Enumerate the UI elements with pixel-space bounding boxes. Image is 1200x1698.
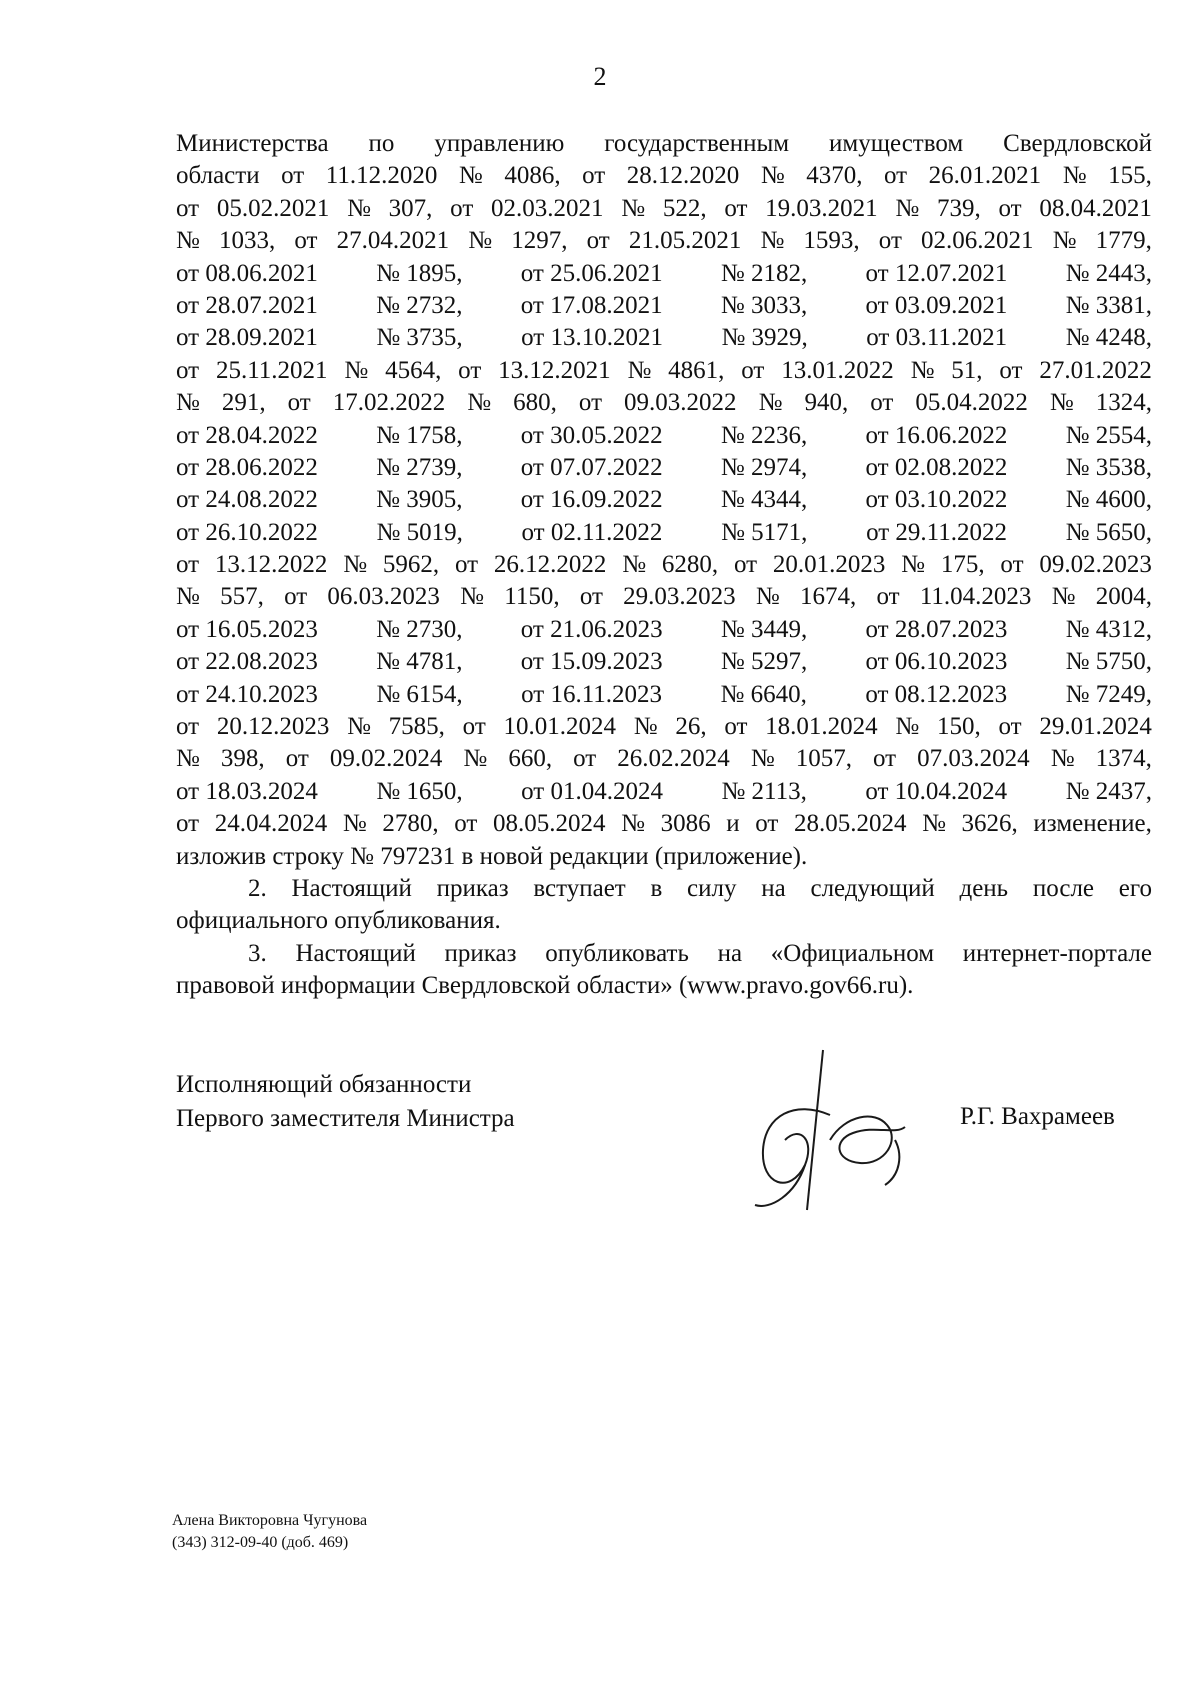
text-token: №	[463, 745, 488, 773]
text-token: от	[281, 162, 305, 190]
text-token: 3.	[248, 939, 267, 967]
text-token: и	[726, 810, 740, 838]
text-token: № 3449,	[720, 615, 808, 643]
text-token: от 02.11.2022	[521, 518, 663, 546]
text-line	[176, 160, 1152, 192]
text-token: в	[650, 874, 663, 902]
text-line: правовой информации Свердловской области» (www.pravo.gov66.ru).	[176, 972, 914, 1000]
text-token: 1324,	[1095, 389, 1152, 417]
text-token: от 28.06.2022	[176, 453, 318, 481]
text-token: 940,	[804, 389, 849, 417]
contact-name: Алена Викторовна Чугунова	[172, 1512, 368, 1529]
text-token: от 16.06.2022	[865, 421, 1008, 449]
text-line	[176, 128, 1152, 160]
text-token: № 3538,	[1065, 453, 1152, 481]
text-token: №	[895, 194, 920, 222]
text-token: 680,	[513, 389, 557, 417]
text-token: № 2730,	[376, 615, 463, 643]
text-token: №	[344, 356, 369, 384]
text-token: от	[454, 810, 478, 838]
text-token: от	[884, 162, 908, 190]
text-token: №	[621, 194, 646, 222]
text-token: 06.03.2023	[327, 583, 440, 611]
text-token: от	[724, 713, 748, 741]
text-token: от 03.10.2022	[865, 486, 1008, 514]
text-token: от	[287, 389, 311, 417]
text-token: от 13.10.2021	[521, 324, 663, 352]
text-token: №	[1051, 583, 1076, 611]
text-token: от 12.07.2021	[865, 259, 1008, 287]
text-token: 175,	[940, 551, 985, 579]
text-token: Настоящий	[295, 939, 416, 967]
text-token: от 02.08.2022	[865, 453, 1008, 481]
text-token: 17.02.2022	[332, 389, 446, 417]
text-line	[176, 679, 1152, 711]
text-token: день	[959, 874, 1009, 902]
text-token: от 03.09.2021	[865, 291, 1008, 319]
text-token: от 28.07.2023	[865, 615, 1008, 643]
text-token: №	[633, 713, 658, 741]
text-token: 2780,	[382, 810, 439, 838]
text-token: от	[999, 356, 1023, 384]
text-token: 08.04.2021	[1039, 194, 1152, 222]
text-token: 08.05.2024	[492, 810, 606, 838]
contact-phone: (343) 312-09-40 (доб. 469)	[172, 1534, 349, 1551]
text-line	[176, 355, 1152, 387]
text-token: от 08.06.2021	[176, 259, 318, 287]
text-line	[176, 581, 1152, 613]
text-token: № 1758,	[376, 421, 463, 449]
text-token: его	[1118, 874, 1152, 902]
text-token: от 07.07.2022	[520, 453, 663, 481]
text-token: следующий	[810, 874, 935, 902]
text-line	[176, 387, 1152, 419]
text-token: 29.03.2023	[623, 583, 736, 611]
text-token: Министерства	[176, 130, 329, 157]
text-token: Настоящий	[291, 874, 412, 902]
text-token: «Официальном	[770, 939, 935, 967]
text-token: 26.12.2022	[493, 551, 607, 579]
text-token: 7585,	[388, 713, 445, 741]
text-token: 28.05.2024	[793, 810, 907, 838]
text-line	[176, 322, 1152, 354]
text-token: от	[285, 745, 309, 773]
text-token: от	[176, 356, 200, 384]
text-line	[176, 549, 1152, 581]
text-token: №	[922, 810, 946, 838]
text-token: № 7249,	[1065, 680, 1152, 708]
text-token: 4564,	[385, 356, 442, 384]
text-token: 557,	[220, 583, 264, 611]
text-token: №	[755, 583, 780, 611]
text-token: №	[468, 227, 493, 255]
text-token: 09.03.2022	[624, 389, 737, 417]
text-token: № 2113,	[721, 777, 807, 805]
text-token: 1779,	[1095, 227, 1152, 255]
text-token: №	[347, 713, 371, 741]
text-token: № 2437,	[1065, 777, 1152, 805]
text-token: от	[176, 551, 200, 579]
text-token: 4861,	[668, 356, 725, 384]
text-token: № 4781,	[376, 648, 463, 676]
text-token: 11.04.2023	[919, 583, 1032, 611]
text-token: Свердловской	[1003, 130, 1152, 157]
text-token: от	[733, 551, 758, 579]
text-token: от	[878, 227, 902, 255]
text-token: №	[176, 389, 200, 417]
text-token: 20.12.2023	[216, 713, 330, 741]
text-token: 1374,	[1095, 745, 1152, 773]
text-token: от 25.06.2021	[520, 259, 663, 287]
text-token: № 4312,	[1065, 615, 1152, 643]
text-token: №	[458, 162, 483, 190]
text-token: от 17.08.2021	[520, 291, 663, 319]
text-token: 1150,	[504, 583, 560, 611]
text-token: на	[717, 939, 743, 967]
text-token: от 26.10.2022	[176, 518, 318, 546]
text-token: от	[873, 745, 897, 773]
text-token: 29.01.2024	[1039, 713, 1152, 741]
paragraph-2	[176, 873, 1152, 905]
text-token: 1593,	[803, 227, 860, 255]
position-line: Первого заместителя Министра	[176, 1105, 515, 1132]
text-token: 155,	[1108, 162, 1152, 190]
text-token: от 30.05.2022	[520, 421, 663, 449]
text-token: от	[741, 356, 765, 384]
order-text	[176, 128, 1152, 1003]
text-token: 27.04.2021	[336, 227, 450, 255]
text-token: 09.02.2023	[1039, 551, 1152, 579]
text-token: 3626,	[961, 810, 1018, 838]
text-token: приказ	[444, 939, 517, 967]
text-line	[176, 484, 1152, 516]
text-token: имуществом	[829, 130, 964, 157]
text-token: №	[467, 389, 492, 417]
text-token: №	[910, 356, 935, 384]
text-token: 1297,	[511, 227, 568, 255]
text-token: №	[758, 389, 783, 417]
text-line	[176, 646, 1152, 678]
text-token: от 06.10.2023	[865, 648, 1008, 676]
text-line	[176, 711, 1152, 743]
text-token: 2.	[248, 874, 267, 902]
text-token: 660,	[508, 745, 553, 773]
text-token: управлению	[434, 130, 565, 157]
text-token: от 15.09.2023	[520, 648, 663, 676]
text-token: силу	[687, 874, 737, 902]
text-token: 26.02.2024	[617, 745, 730, 773]
text-token: 11.12.2020	[325, 162, 438, 190]
text-token: № 4344,	[720, 486, 808, 514]
signer-name: Р.Г. Вахрамеев	[960, 1103, 1115, 1130]
text-line	[176, 873, 1152, 905]
text-token: 13.12.2021	[498, 356, 611, 384]
amendment-paragraph	[176, 128, 1152, 841]
text-token: от 24.10.2023	[176, 680, 318, 708]
text-token: №	[343, 551, 368, 579]
text-token: 307,	[388, 194, 433, 222]
text-token: № 5650,	[1065, 518, 1152, 546]
text-token: 4370,	[806, 162, 863, 190]
text-line	[176, 290, 1152, 322]
text-token: от	[176, 194, 200, 222]
text-token: от 10.04.2024	[865, 777, 1008, 805]
text-token: № 3735,	[376, 324, 463, 352]
text-token: от	[579, 583, 603, 611]
text-token: от 16.05.2023	[176, 615, 318, 643]
text-token: №	[901, 551, 926, 579]
text-token: 4086,	[504, 162, 561, 190]
text-token: №	[1049, 389, 1074, 417]
text-token: вступает	[533, 874, 626, 902]
text-token: от	[458, 356, 482, 384]
text-token: от	[724, 194, 748, 222]
text-token: № 3929,	[721, 324, 808, 352]
text-token: опубликовать	[545, 939, 689, 967]
text-token: 20.01.2023	[772, 551, 886, 579]
text-token: от	[582, 162, 606, 190]
signatory-position	[176, 1068, 515, 1136]
text-token: от 28.07.2021	[176, 291, 318, 319]
text-token: 398,	[220, 745, 265, 773]
text-token: № 2236,	[720, 421, 808, 449]
text-token: 6280,	[661, 551, 719, 579]
text-token: от 03.11.2021	[866, 324, 1008, 352]
text-token: № 4600,	[1065, 486, 1152, 514]
text-token: № 5171,	[721, 518, 808, 546]
text-token: области	[176, 162, 260, 190]
text-line	[176, 420, 1152, 452]
text-token: от 16.11.2023	[521, 680, 663, 708]
text-token: №	[176, 227, 200, 255]
text-token: 25.11.2021	[215, 356, 328, 384]
text-token: №	[176, 745, 200, 773]
text-token: № 2732,	[376, 291, 463, 319]
text-token: № 5019,	[376, 518, 463, 546]
text-token: от	[755, 810, 779, 838]
text-token: №	[760, 162, 785, 190]
text-token: № 2554,	[1065, 421, 1152, 449]
text-token: №	[1062, 162, 1087, 190]
text-token: №	[622, 551, 647, 579]
text-token: №	[627, 356, 652, 384]
text-token: № 2739,	[376, 453, 463, 481]
text-line	[176, 938, 1152, 970]
text-token: № 1650,	[376, 777, 463, 805]
text-token: от	[998, 194, 1022, 222]
text-token: от 24.08.2022	[176, 486, 318, 514]
text-token: от	[876, 583, 900, 611]
text-token: от	[176, 810, 200, 838]
text-token: интернет-портале	[962, 939, 1152, 967]
contact-info	[172, 1510, 367, 1554]
text-token: 1057,	[795, 745, 852, 773]
text-token: приказ	[436, 874, 509, 902]
text-line	[176, 258, 1152, 290]
text-token: от 22.08.2023	[176, 648, 318, 676]
text-token: №	[1052, 227, 1077, 255]
text-token: 13.01.2022	[781, 356, 894, 384]
text-token: 10.01.2024	[503, 713, 616, 741]
text-token: 2004,	[1095, 583, 1152, 611]
text-token: на	[761, 874, 786, 902]
text-token: от	[573, 745, 597, 773]
text-token: № 5750,	[1065, 648, 1152, 676]
text-token: от	[578, 389, 603, 417]
text-token: № 2182,	[720, 259, 808, 287]
text-token: № 6640,	[720, 680, 807, 708]
text-token: от 28.04.2022	[176, 421, 318, 449]
text-token: от	[1000, 551, 1024, 579]
text-token: от 21.06.2023	[520, 615, 663, 643]
text-token: 19.03.2021	[765, 194, 878, 222]
text-token: 1033,	[218, 227, 276, 255]
text-token: 27.01.2022	[1039, 356, 1152, 384]
text-token: от	[450, 194, 474, 222]
text-token: 09.02.2024	[329, 745, 443, 773]
handwritten-signature	[735, 1045, 925, 1220]
text-token: №	[342, 810, 367, 838]
text-token: 05.02.2021	[216, 194, 330, 222]
text-line: официального опубликования.	[176, 907, 501, 935]
text-token: № 3905,	[376, 486, 463, 514]
text-line	[176, 776, 1152, 808]
text-token: 291,	[221, 389, 266, 417]
text-line	[176, 193, 1152, 225]
text-token: от 08.12.2023	[865, 680, 1008, 708]
text-token: №	[460, 583, 485, 611]
text-token: № 5297,	[720, 648, 808, 676]
text-token: 02.03.2021	[491, 194, 604, 222]
text-token: от 18.03.2024	[176, 777, 318, 805]
text-token: № 4248,	[1065, 324, 1152, 352]
text-token: 5962,	[382, 551, 440, 579]
position-line: Исполняющий обязанности	[176, 1071, 472, 1098]
text-token: от	[586, 227, 610, 255]
text-token: № 3381,	[1065, 291, 1152, 319]
text-token: 1674,	[799, 583, 857, 611]
text-token: 13.12.2022	[214, 551, 328, 579]
paragraph-3	[176, 938, 1152, 970]
text-token: 26.01.2021	[928, 162, 1042, 190]
text-token: от 16.09.2022	[520, 486, 663, 514]
text-token: №	[1050, 745, 1075, 773]
text-token: по	[368, 130, 395, 157]
text-token: № 2443,	[1065, 259, 1152, 287]
text-token: 51,	[951, 356, 983, 384]
text-token: №	[347, 194, 371, 222]
text-line	[176, 517, 1152, 549]
text-token: 3086	[660, 810, 711, 838]
text-line: изложив строку № 797231 в новой редакции (приложение).	[176, 842, 808, 870]
text-line	[176, 614, 1152, 646]
text-token: 150,	[936, 713, 981, 741]
text-token: государственным	[604, 130, 790, 157]
text-token: №	[895, 713, 920, 741]
text-token: 24.04.2024	[214, 810, 328, 838]
text-token: 21.05.2021	[628, 227, 742, 255]
text-token: от	[998, 713, 1022, 741]
text-token: № 2974,	[720, 453, 808, 481]
text-token: №	[760, 227, 785, 255]
text-token: №	[176, 583, 200, 611]
text-token: от	[284, 583, 308, 611]
text-token: 18.01.2024	[765, 713, 878, 741]
text-token: 739,	[936, 194, 981, 222]
text-line	[176, 225, 1152, 257]
text-token: от 29.11.2022	[866, 518, 1007, 546]
text-token: 05.04.2022	[915, 389, 1028, 417]
text-token: от	[870, 389, 894, 417]
text-line	[176, 808, 1152, 840]
text-token: от	[454, 551, 479, 579]
text-token: изменение,	[1033, 810, 1152, 838]
text-token: № 6154,	[376, 680, 463, 708]
text-token: 26,	[675, 713, 707, 741]
text-token: от	[462, 713, 486, 741]
text-line	[176, 452, 1152, 484]
text-token: от	[176, 713, 200, 741]
page-number: 2	[593, 62, 607, 91]
text-line	[176, 743, 1152, 775]
text-token: после	[1032, 874, 1095, 902]
text-token: № 3033,	[720, 291, 808, 319]
text-token: №	[621, 810, 645, 838]
text-token: № 1895,	[376, 259, 463, 287]
text-token: 02.06.2021	[921, 227, 1034, 255]
text-token: от 01.04.2024	[521, 777, 663, 805]
text-token: №	[750, 745, 775, 773]
text-token: от 28.09.2021	[176, 324, 318, 352]
text-token: от	[294, 227, 318, 255]
text-token: 522,	[662, 194, 707, 222]
text-token: 28.12.2020	[626, 162, 740, 190]
text-token: 07.03.2024	[917, 745, 1030, 773]
